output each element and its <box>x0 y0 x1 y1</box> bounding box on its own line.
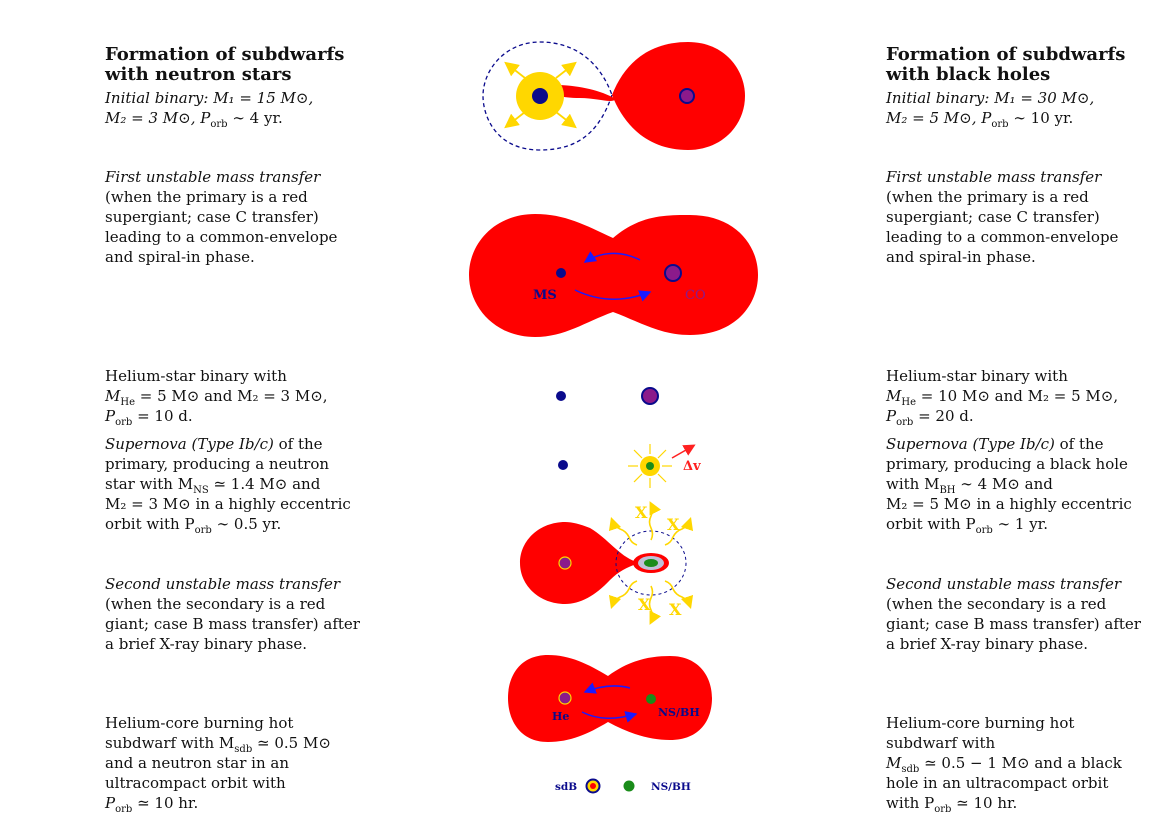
donor-core <box>559 557 571 569</box>
right-final-line3b: ≃ 0.5 − 1 M⊙ and a black <box>919 754 1122 772</box>
right-first-transfer-line: leading to a common-envelope <box>886 228 1119 246</box>
left-first-transfer-line: (when the primary is a red <box>105 188 308 206</box>
neutron-star <box>646 462 654 470</box>
left-supernova-line3a: star with M <box>105 475 194 493</box>
right-first-transfer-title: First unstable mass transfer <box>886 168 1102 186</box>
left-supernova-line2: primary, producing a neutron <box>105 455 330 473</box>
compact-object <box>646 694 656 704</box>
left-first-transfer-title: First unstable mass transfer <box>105 168 321 186</box>
stage-second-envelope <box>508 655 712 742</box>
primary-core <box>532 88 548 104</box>
label-sdb: sdB <box>555 781 578 793</box>
left-first-transfer-line: supergiant; case C transfer) <box>105 208 319 226</box>
right-helium-porb-sub: orb <box>896 417 914 428</box>
stage-helium-binary <box>556 388 658 404</box>
left-final-line5b: ≃ 10 hr. <box>132 794 199 812</box>
right-final-line5-sub: orb <box>934 804 952 815</box>
left-initial-m1: M₁ = 15 M⊙, <box>213 89 314 107</box>
left-supernova-title: Supernova (Type Ib/c) <box>105 435 274 453</box>
left-final-line2a: subdwarf with M <box>105 734 235 752</box>
label-nsbh: NS/BH <box>658 706 700 719</box>
ms-star <box>556 268 566 278</box>
he-core <box>559 692 571 704</box>
label-ms: MS <box>533 288 557 303</box>
left-title-line1: Formation of subdwarfs <box>105 44 345 65</box>
left-second-transfer-line: giant; case B mass transfer) after <box>105 615 360 633</box>
stage-xray-binary <box>520 503 690 622</box>
right-initial-porb-val: ∼ 10 yr. <box>1008 109 1074 127</box>
left-initial-m2: M₂ = 3 M⊙, P <box>105 109 211 127</box>
right-helium-line1: Helium-star binary with <box>886 367 1068 385</box>
xray-label-2: X <box>667 515 680 534</box>
left-initial-porb-val: ∼ 4 yr. <box>227 109 283 127</box>
right-final-line2: subdwarf with <box>886 734 996 752</box>
right-supernova-line5a: orbit with P <box>886 515 976 533</box>
right-supernova-line5-sub: orb <box>975 525 993 536</box>
helium-star-companion <box>556 391 566 401</box>
xray-label-4: X <box>669 600 682 619</box>
right-final-line5a: with P <box>886 794 935 812</box>
left-final-line3: and a neutron star in an <box>105 754 289 772</box>
right-title-line1: Formation of subdwarfs <box>886 44 1126 65</box>
left-helium-mhe: M <box>105 387 121 405</box>
right-helium-mhe-sub: He <box>901 397 916 408</box>
left-initial-porb-sub: orb <box>210 119 228 130</box>
left-second-transfer-title: Second unstable mass transfer <box>105 575 341 593</box>
right-final-line5b: ≃ 10 hr. <box>951 794 1018 812</box>
right-first-transfer-line: and spiral-in phase. <box>886 248 1036 266</box>
right-supernova-line3-sub: BH <box>939 485 956 496</box>
left-helium-porb: P <box>105 407 116 425</box>
right-second-transfer-line: giant; case B mass transfer) after <box>886 615 1141 633</box>
right-supernova-title: Supernova (Type Ib/c) <box>886 435 1055 453</box>
left-supernova-rest1: of the <box>273 435 323 453</box>
left-title-line2: with neutron stars <box>105 64 292 85</box>
co-core <box>665 265 681 281</box>
label-he: He <box>552 710 570 723</box>
right-helium-mhe: M <box>886 387 902 405</box>
right-helium-porb: P <box>886 407 897 425</box>
accretion-disk-inner <box>644 559 658 567</box>
right-second-transfer-title: Second unstable mass transfer <box>886 575 1122 593</box>
xray-label-3: X <box>638 595 651 614</box>
left-final-line4: ultracompact orbit with <box>105 774 286 792</box>
mass-transfer-stream <box>560 85 616 101</box>
left-final-line1: Helium-core burning hot <box>105 714 294 732</box>
left-final-line5-sub: orb <box>115 804 133 815</box>
right-final-line3a: M <box>886 754 902 772</box>
left-supernova-line5a: orbit with P <box>105 515 195 533</box>
right-first-transfer-line: supergiant; case C transfer) <box>886 208 1100 226</box>
right-helium-line2-rest: = 10 M⊙ and M₂ = 5 M⊙, <box>916 387 1119 405</box>
right-initial-m1: M₁ = 30 M⊙, <box>994 89 1095 107</box>
left-supernova-line3b: ≃ 1.4 M⊙ and <box>208 475 321 493</box>
right-initial-m2: M₂ = 5 M⊙, P <box>886 109 992 127</box>
left-second-transfer-line: (when the secondary is a red <box>105 595 326 613</box>
right-supernova-line3a: with M <box>886 475 940 493</box>
right-supernova-line4: M₂ = 5 M⊙ in a highly eccentric <box>886 495 1132 513</box>
second-common-envelope <box>508 655 712 742</box>
stage-initial-binary <box>483 42 745 150</box>
stage-supernova <box>558 444 701 488</box>
left-helium-line1: Helium-star binary with <box>105 367 287 385</box>
left-supernova-line4: M₂ = 3 M⊙ in a highly eccentric <box>105 495 351 513</box>
left-supernova-line5b: ∼ 0.5 yr. <box>211 515 282 533</box>
stage-common-envelope <box>469 214 758 337</box>
label-co: CO <box>685 288 706 303</box>
xray-label-1: X <box>635 503 648 522</box>
left-supernova-line3-sub: NS <box>193 485 209 496</box>
red-giant-envelope <box>612 42 745 150</box>
right-supernova-line3b: ∼ 4 M⊙ and <box>955 475 1053 493</box>
giant-core <box>680 89 694 103</box>
donor-envelope <box>520 522 640 604</box>
left-supernova-line5-sub: orb <box>194 525 212 536</box>
label-delta-v: Δv <box>683 459 701 474</box>
right-initial-label: Initial binary: <box>886 89 990 107</box>
left-first-transfer-line: and spiral-in phase. <box>105 248 255 266</box>
right-supernova-line5b: ∼ 1 yr. <box>992 515 1048 533</box>
right-helium-line3-rest: = 20 d. <box>913 407 974 425</box>
left-helium-porb-sub: orb <box>115 417 133 428</box>
common-envelope <box>469 214 758 337</box>
label-nsbh-final: NS/BH <box>651 781 691 793</box>
right-final-line1: Helium-core burning hot <box>886 714 1075 732</box>
right-first-transfer-line: (when the primary is a red <box>886 188 1089 206</box>
left-initial-label: Initial binary: <box>105 89 209 107</box>
helium-star <box>642 388 658 404</box>
right-second-transfer-line: (when the secondary is a red <box>886 595 1107 613</box>
right-supernova-line2: primary, producing a black hole <box>886 455 1128 473</box>
right-initial-porb-sub: orb <box>991 119 1009 130</box>
left-final-line2-sub: sdb <box>234 744 253 755</box>
right-second-transfer-line: a brief X-ray binary phase. <box>886 635 1089 653</box>
left-helium-mhe-sub: He <box>120 397 135 408</box>
right-supernova-rest1: of the <box>1054 435 1104 453</box>
left-helium-line2-rest: = 5 M⊙ and M₂ = 3 M⊙, <box>135 387 328 405</box>
ms-companion <box>558 460 568 470</box>
kick-arrow <box>672 446 693 458</box>
right-title-line2: with black holes <box>886 64 1051 85</box>
left-second-transfer-line: a brief X-ray binary phase. <box>105 635 308 653</box>
right-final-line3-sub: sdb <box>901 764 920 775</box>
sdb-star-core <box>590 783 596 789</box>
stage-final-binary <box>555 780 691 794</box>
right-final-line4: hole in an ultracompact orbit <box>886 774 1109 792</box>
final-compact-object <box>624 781 635 792</box>
left-final-line2b: ≃ 0.5 M⊙ <box>252 734 331 752</box>
left-helium-line3-rest: = 10 d. <box>132 407 193 425</box>
left-first-transfer-line: leading to a common-envelope <box>105 228 338 246</box>
left-final-line5a: P <box>105 794 116 812</box>
